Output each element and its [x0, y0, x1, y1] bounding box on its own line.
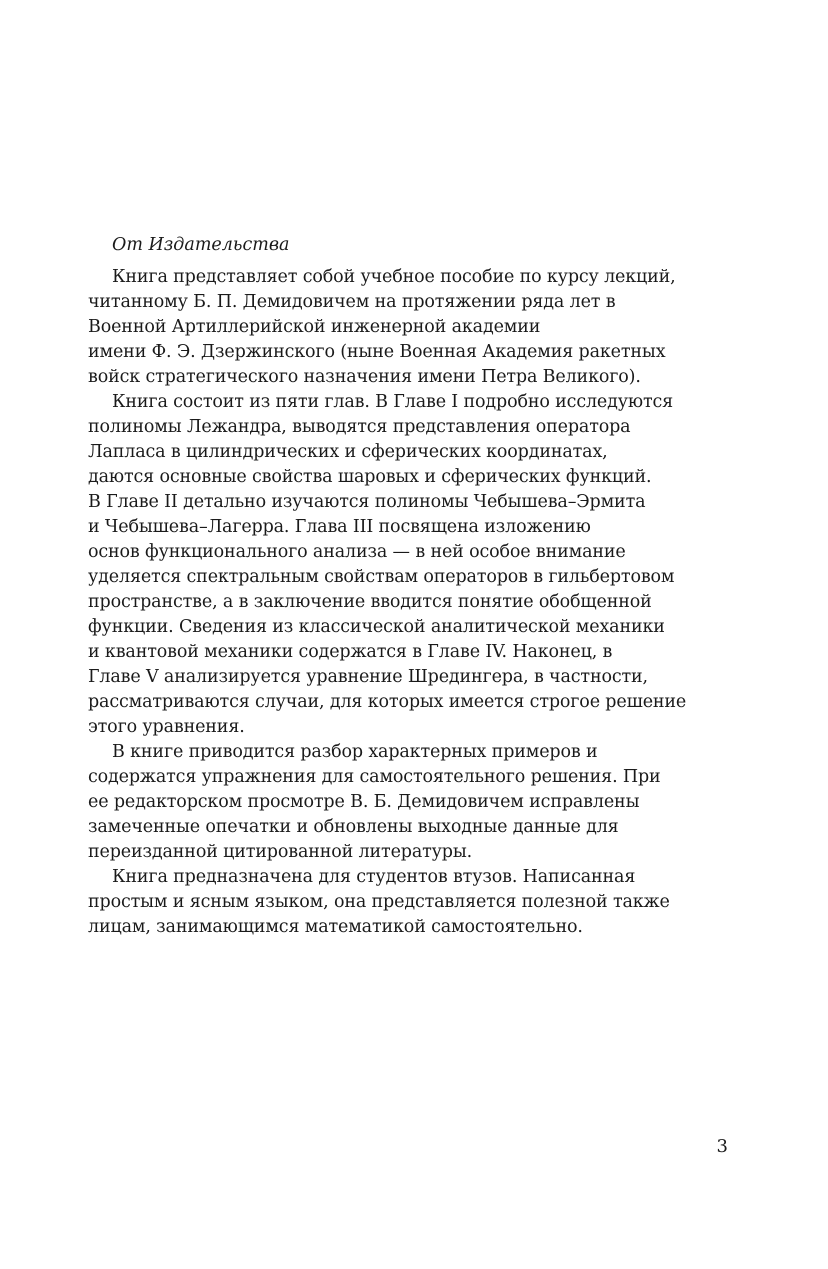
body-text: [88, 265, 728, 940]
text-line: Книга предназначена для студентов втузов. Написанная: [112, 867, 636, 887]
text-line: и квантовой механики содержатся в Главе IV. Наконец, в: [88, 642, 613, 662]
text-line: замеченные опечатки и обновлены выходные данные для: [88, 817, 619, 837]
text-line: переизданной цитированной литературы.: [88, 842, 473, 862]
text-line: В книге приводится разбор характерных примеров и: [112, 742, 598, 762]
text-line: полиномы Лежандра, выводятся представления оператора: [88, 417, 631, 437]
text-line: основ функционального анализа — в ней особое внимание: [88, 542, 626, 562]
text-line: Военной Артиллерийской инженерной академии: [88, 317, 541, 337]
text-line: ее редакторском просмотре В. Б. Демидовичем исправлены: [88, 792, 640, 812]
text-line: имени Ф. Э. Дзержинского (ныне Военная Академия ракетных: [88, 342, 666, 362]
text-line: даются основные свойства шаровых и сферических функций.: [88, 467, 652, 487]
text-line: лицам, занимающимся математикой самостоятельно.: [88, 917, 583, 937]
text-line: функции. Сведения из классической аналитической механики: [88, 617, 665, 637]
text-line: Книга представляет собой учебное пособие по курсу лекций,: [112, 267, 676, 287]
text-line: читанному Б. П. Демидовичем на протяжении ряда лет в: [88, 292, 616, 312]
text-line: войск стратегического назначения имени Петра Великого).: [88, 367, 641, 387]
paragraph: [88, 740, 728, 865]
text-line: и Чебышева–Лагерра. Глава III посвящена изложению: [88, 517, 591, 537]
text-line: рассматриваются случаи, для которых имеется строгое решение: [88, 692, 687, 712]
text-line: пространстве, а в заключение вводится понятие обобщенной: [88, 592, 652, 612]
text-line: Книга состоит из пяти глав. В Главе I подробно исследуются: [112, 392, 674, 412]
paragraph: [88, 390, 728, 740]
text-line: уделяется спектральным свойствам операторов в гильбертовом: [88, 567, 675, 587]
text-line: В Главе II детально изучаются полиномы Чебышева–Эрмита: [88, 492, 646, 512]
text-line: Лапласа в цилиндрических и сферических координатах,: [88, 442, 608, 462]
text-line: этого уравнения.: [88, 717, 245, 737]
page-content: [88, 233, 728, 940]
paragraph: [88, 265, 728, 390]
text-line: содержатся упражнения для самостоятельного решения. При: [88, 767, 661, 787]
page-number: 3: [716, 1136, 728, 1157]
text-line: простым и ясным языком, она представляется полезной также: [88, 892, 670, 912]
text-line: Главе V анализируется уравнение Шредингера, в частности,: [88, 667, 648, 687]
paragraph: [88, 865, 728, 940]
section-heading: От Издательства: [112, 235, 290, 255]
